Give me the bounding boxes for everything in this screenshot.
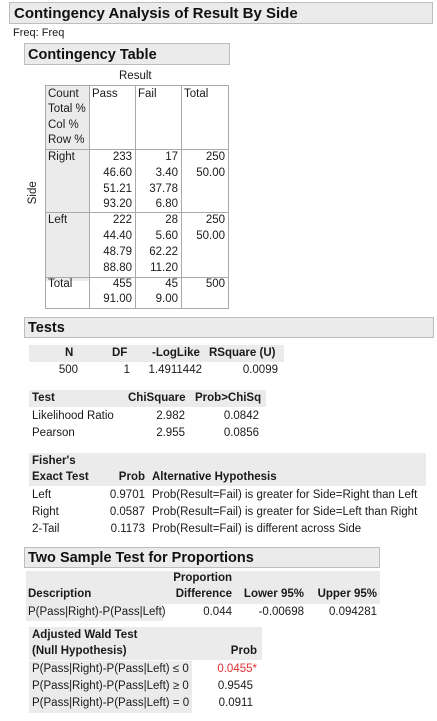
wald-header-prob: Prob [230,645,257,657]
cell-right-fail-col-pct: 37.78 [149,183,178,195]
fisher-row-hypothesis: Prob(Result=Fail) is greater for Side=Left than Right [152,506,418,518]
two-sample-header-difference: Difference [175,588,232,600]
fisher-header-subtitle: Exact Test [32,471,89,483]
cell-left-fail-total-pct: 5.60 [155,230,178,242]
summary-df: 1 [123,364,130,376]
chisq-header-test: Test [32,392,55,404]
cell-right-total-pct: 50.00 [196,167,225,179]
column-variable-label: Result [119,70,152,82]
two-sample-header-lower: Lower 95% [243,588,304,600]
cell-left-fail-row-pct: 11.20 [150,262,178,274]
fisher-header-prob: Prob [118,471,145,483]
cell-left-pass-row-pct: 88.80 [103,262,132,274]
wald-row-label: P(Pass|Right)-P(Pass|Left) ≥ 0 [32,680,189,692]
chisq-row-label: Likelihood Ratio [32,410,114,422]
stat-label-col-pct: Col % [48,119,79,131]
two-sample-description: P(Pass|Right)-P(Pass|Left) [28,606,166,618]
fisher-row-prob: 0.1173 [110,523,145,535]
two-sample-difference: 0.044 [203,606,232,618]
cell-right-fail-total-pct: 3.40 [155,167,178,179]
wald-row-prob-significant: 0.0455* [217,663,257,675]
stat-label-row-pct: Row % [48,134,85,146]
fisher-row-label: Left [32,489,52,501]
summary-n: 500 [58,364,78,376]
cell-left-total-pct: 50.00 [196,230,225,242]
chisq-row-value: 2.955 [156,427,185,439]
row-variable-label: Side [26,181,39,205]
two-sample-header-upper: Upper 95% [317,588,377,600]
chisq-row-label: Pearson [32,427,75,439]
fisher-row-label: Right [32,506,59,518]
chisq-row-prob: 0.0842 [223,410,259,422]
chisq-header-chisquare: ChiSquare [128,392,186,404]
cell-right-pass-total-pct: 46.60 [103,167,132,179]
two-sample-header[interactable]: Two Sample Test for Proportions [24,547,380,568]
two-sample-header-proportion: Proportion [173,572,232,584]
col-header-total: Total [184,88,209,100]
cell-right-fail-count: 17 [165,151,178,163]
cell-left-pass-col-pct: 48.79 [103,246,132,258]
cell-left-fail-count: 28 [165,214,178,226]
cell-left-pass-count: 222 [112,214,132,226]
cell-left-total-count: 250 [205,214,225,226]
two-sample-header-description: Description [28,588,92,600]
summary-loglike: 1.4911442 [148,364,202,376]
fisher-row-prob: 0.0587 [109,506,145,518]
wald-row-label: P(Pass|Right)-P(Pass|Left) = 0 [32,697,190,709]
report-title[interactable]: Contingency Analysis of Result By Side [9,2,433,24]
summary-header-loglike: -LogLike [152,347,200,359]
fisher-row-prob: 0.9701 [109,489,145,501]
col-header-fail: Fail [138,88,157,100]
fisher-row-label: 2-Tail [32,523,60,535]
stat-label-count: Count [48,88,79,100]
wald-header-title: Adjusted Wald Test [32,629,138,641]
chisq-row-value: 2.982 [156,410,185,422]
summary-rsquare: 0.0099 [242,364,278,376]
wald-header-subtitle: (Null Hypothesis) [32,645,127,657]
two-sample-upper: 0.094281 [329,606,377,618]
row-label-total: Total [48,278,73,290]
fisher-row-hypothesis: Prob(Result=Fail) is greater for Side=Right than Left [152,489,418,501]
cell-right-pass-count: 233 [112,151,132,163]
freq-label: Freq: Freq [13,27,65,39]
fisher-header-alternative: Alternative Hypothesis [152,471,277,483]
cell-left-pass-total-pct: 44.40 [103,230,132,242]
chisq-header-prob: Prob>ChiSq [195,392,262,404]
chisq-row-prob: 0.0856 [223,427,259,439]
stat-label-total-pct: Total % [48,103,86,115]
row-label-left: Left [48,214,68,226]
cell-right-total-count: 250 [205,151,225,163]
wald-row-label: P(Pass|Right)-P(Pass|Left) ≤ 0 [32,663,189,675]
contingency-table-header[interactable]: Contingency Table [24,43,230,65]
row-label-right: Right [48,151,75,163]
fisher-row-hypothesis: Prob(Result=Fail) is different across Side [152,523,362,535]
cell-right-pass-col-pct: 51.21 [103,183,132,195]
summary-header-n: N [65,347,74,359]
summary-header-df: DF [112,347,128,359]
cell-total-fail-pct: 9.00 [155,293,178,305]
cell-grand-total: 500 [205,278,225,290]
tests-header[interactable]: Tests [24,317,434,338]
summary-header-rsquare: RSquare (U) [209,347,276,359]
cell-left-fail-col-pct: 62.22 [149,246,178,258]
wald-row-prob: 0.0911 [218,697,253,709]
cell-total-pass-pct: 91.00 [103,293,132,305]
cell-total-fail-count: 45 [165,278,178,290]
fisher-header-title: Fisher's [32,455,76,467]
col-header-pass: Pass [92,88,118,100]
cell-total-pass-count: 455 [112,278,132,290]
two-sample-lower: -0.00698 [258,606,304,618]
wald-row-prob: 0.9545 [217,680,253,692]
cell-right-fail-row-pct: 6.80 [155,198,178,210]
cell-right-pass-row-pct: 93.20 [103,198,132,210]
